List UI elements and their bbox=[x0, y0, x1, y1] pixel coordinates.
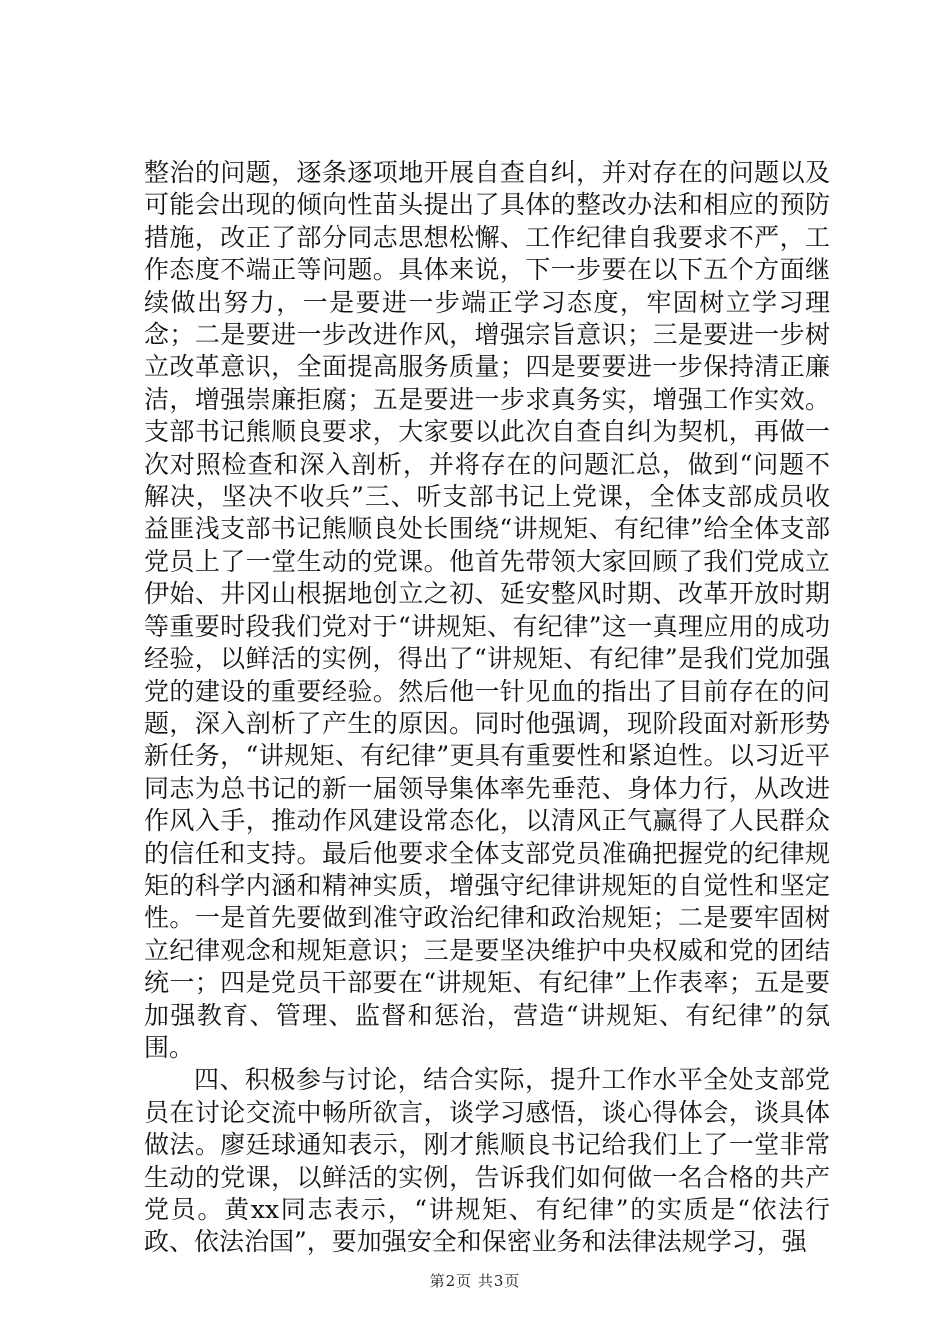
paragraph-2: 四、积极参与讨论，结合实际，提升工作水平全处支部党员在讨论交流中畅所欲言，谈学习感悟，谈心得体会，谈具体做法。廖廷球通知表示，刚才熊顺良书记给我们上了一堂非常生动的党课，以鲜活的实例，告诉我们如何做一名合格的共产党员。黄xx同志表示，“讲规矩、有纪律”的实质是“依法行政、依法治国”，要加强安全和保密业务和法律法规学习，强 bbox=[144, 1065, 830, 1257]
paragraph-1: 整治的问题，逐条逐项地开展自查自纠，并对存在的问题以及可能会出现的倾向性苗头提出了具体的整改办法和相应的预防措施，改正了部分同志思想松懈、工作纪律自我要求不严，工作态度不端正等问题。具体来说，下一步要在以下五个方面继续做出努力，一是要进一步端正学习态度，牢固树立学习理念；二是要进一步改进作风，增强宗旨意识；三是要进一步树立改革意识，全面提高服务质量；四是要要进一步保持清正廉洁，增强崇廉拒腐；五是要进一步求真务实，增强工作实效。支部书记熊顺良要求，大家要以此次自查自纠为契机，再做一次对照检查和深入剖析，并将存在的问题汇总，做到“问题不解决，坚决不收兵”三、听支部书记上党课，全体支部成员收益匪浅支部书记熊顺良处长围绕“讲规矩、有纪律”给全体支部党员上了一堂生动的党课。他首先带领大家回顾了我们党成立伊始、井冈山根据地创立之初、延安整风时期、改革开放时期等重要时段我们党对于“讲规矩、有纪律”这一真理应用的成功经验，以鲜活的实例，得出了“讲规矩、有纪律”是我们党加强党的建设的重要经验。然后他一针见血的指出了目前存在的问题，深入剖析了产生的原因。同时他强调，现阶段面对新形势新任务，“讲规矩、有纪律”更具有重要性和紧迫性。以习近平同志为总书记的新一届领导集体率先垂范、身体力行，从改进作风入手，推动作风建设常态化，以清风正气赢得了人民群众的信任和支持。最后他要求全体支部党员准确把握党的纪律规矩的科学内涵和精神实质，增强守纪律讲规矩的自觉性和坚定性。一是首先要做到准守政治纪律和政治规矩；二是要牢固树立纪律观念和规矩意识；三是要坚决维护中央权威和党的团结统一；四是党员干部要在“讲规矩、有纪律”上作表率；五是要加强教育、管理、监督和惩治，营造“讲规矩、有纪律”的氛围。 bbox=[144, 158, 830, 1062]
page-number-footer: 第2页 共3页 bbox=[429, 1272, 521, 1290]
document-body bbox=[144, 157, 830, 1259]
